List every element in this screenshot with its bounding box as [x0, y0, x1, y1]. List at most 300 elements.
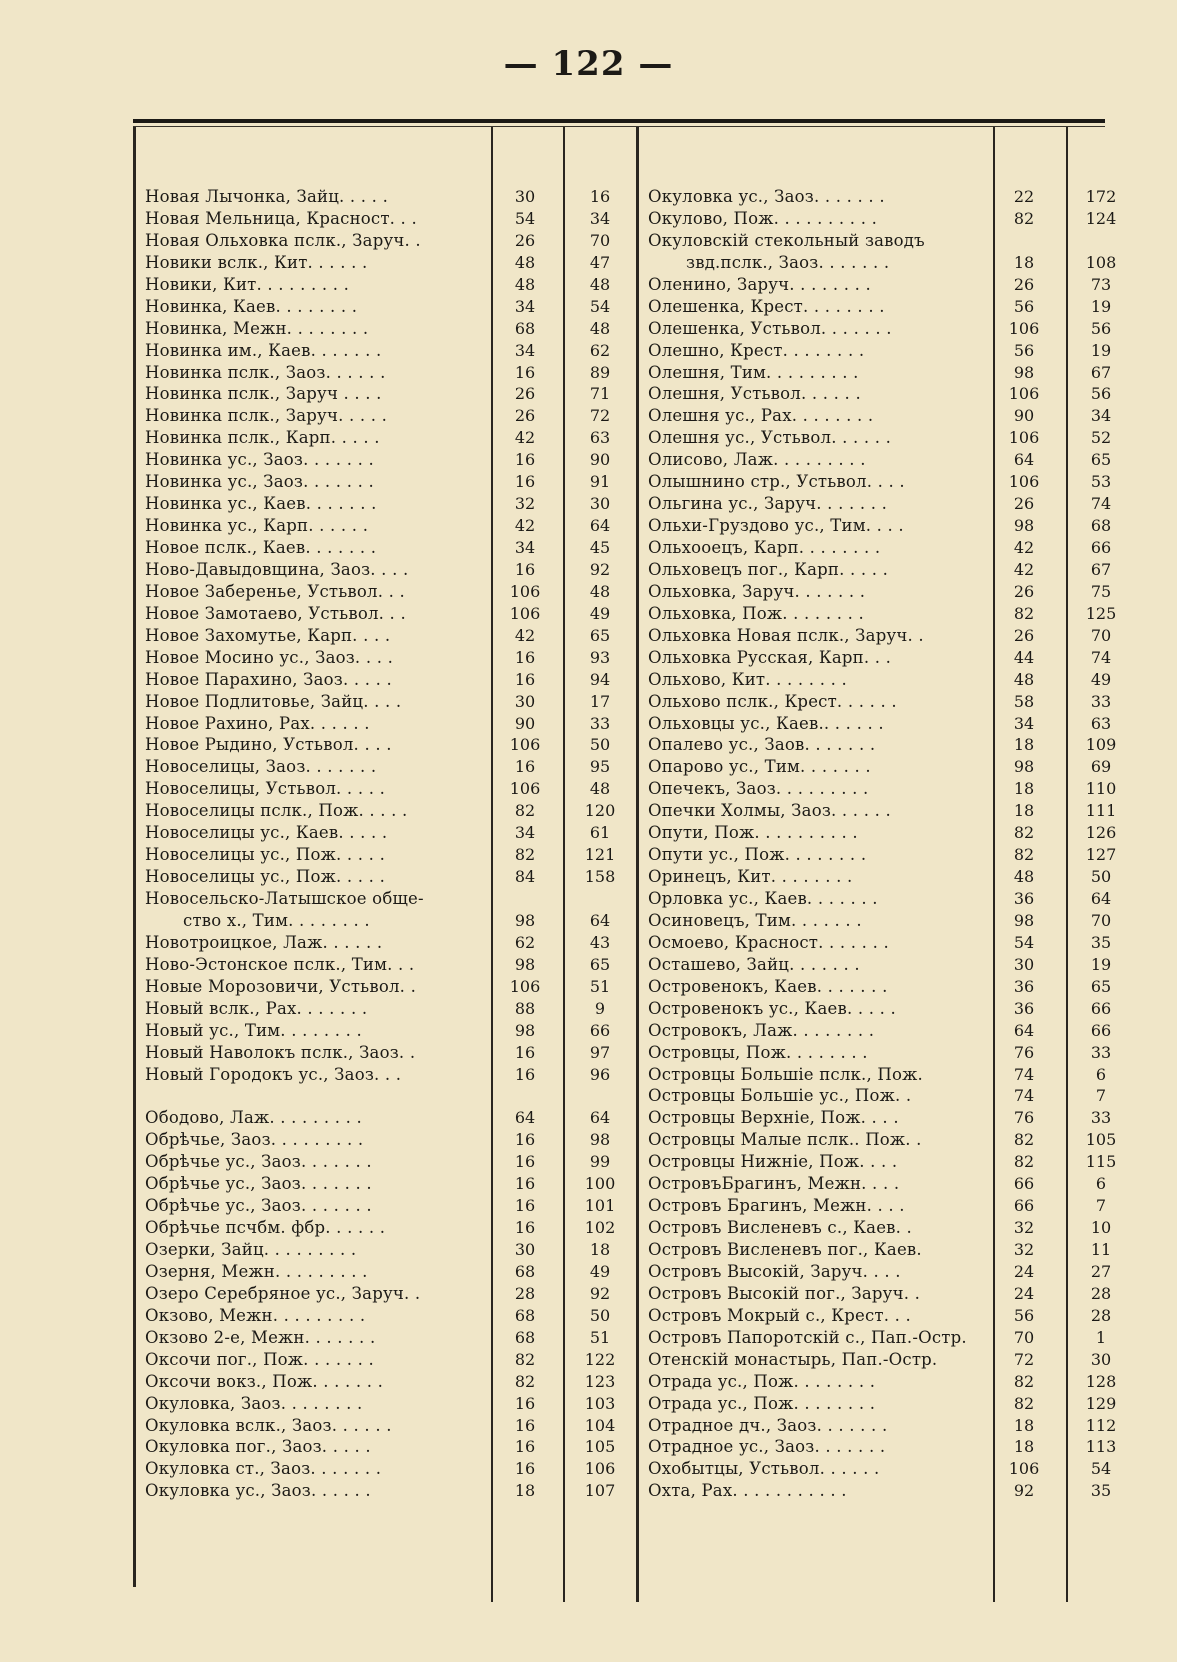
page-ref-1: 34 — [514, 340, 536, 360]
page-ref-2: 45 — [589, 538, 611, 557]
page-ref-2: 127 — [1085, 845, 1117, 865]
place-name: Новое Парахино, Заоз. . . . . — [145, 669, 392, 689]
page-ref-2: 126 — [1085, 823, 1117, 843]
index-row — [145, 559, 635, 581]
index-row — [648, 1239, 1138, 1261]
index-row — [648, 844, 1138, 866]
page-ref-1: 62 — [514, 932, 536, 952]
page-ref-2: 64 — [589, 910, 611, 930]
page-ref-1: 106 — [509, 779, 541, 799]
index-row — [648, 318, 1138, 340]
page-ref-2: 65 — [1090, 976, 1112, 996]
place-name: Олешня ус., Рах. . . . . . . . — [648, 406, 874, 426]
page-ref-1: 90 — [514, 713, 536, 733]
page-ref-2: 73 — [1090, 274, 1112, 294]
page-ref-1: 28 — [514, 1283, 536, 1303]
page-ref-1: 98 — [514, 910, 536, 930]
place-name: Ольховка, Заруч. . . . . . . — [648, 581, 866, 601]
index-row — [145, 691, 635, 713]
page-ref-2: 56 — [1090, 318, 1112, 338]
page-ref-1: 54 — [514, 208, 536, 228]
page-ref-1: 30 — [1013, 954, 1035, 974]
page-ref-1: 74 — [1013, 1064, 1035, 1084]
place-name: Осташево, Зайц. . . . . . . — [648, 954, 860, 974]
index-row — [648, 252, 1138, 274]
page-ref-1: 48 — [514, 252, 536, 272]
place-name: Островенокъ ус., Каев. . . . . — [648, 998, 896, 1018]
place-name: Обрѣчье псчбм. фбр. . . . . . — [145, 1218, 386, 1238]
page-ref-1: 16 — [514, 450, 536, 470]
page-ref-2: 92 — [589, 559, 611, 579]
place-name: Островъ Мокрый с., Крест. . . — [648, 1305, 911, 1325]
place-name: Озеро Серебряное ус., Заруч. . — [145, 1283, 421, 1303]
page-ref-1: 64 — [1013, 1020, 1035, 1040]
place-name: Окуловка ус., Заоз. . . . . . — [145, 1481, 371, 1501]
place-name: Островцы Большіе ус., Пож. . — [648, 1086, 912, 1106]
place-name: Новосельско-Латышское обще- — [145, 889, 424, 908]
page-number: — 122 — — [503, 44, 674, 84]
page-ref-2: 10 — [1090, 1218, 1112, 1238]
page-ref-2: 128 — [1085, 1371, 1117, 1391]
place-name: Островенокъ, Каев. . . . . . . — [648, 976, 888, 996]
index-row — [648, 471, 1138, 493]
page-ref-2: 124 — [1085, 208, 1117, 228]
page-ref-2: 72 — [589, 406, 611, 426]
page-ref-1: 26 — [514, 384, 536, 404]
page-ref-1: 64 — [1013, 450, 1035, 470]
place-name: Новоселицы ус., Пож. . . . . — [145, 867, 386, 887]
page-ref-2: 7 — [1095, 1196, 1107, 1216]
page-ref-1: 82 — [514, 1349, 536, 1369]
index-row — [145, 1085, 635, 1107]
page-ref-2: 48 — [589, 581, 611, 601]
page-ref-1: 92 — [1013, 1481, 1035, 1501]
index-row — [648, 449, 1138, 471]
page-ref-1: 82 — [514, 801, 536, 821]
page-ref-1: 26 — [514, 230, 536, 250]
page-ref-2: 35 — [1090, 1481, 1112, 1501]
index-row — [648, 1151, 1138, 1173]
page-ref-1: 32 — [514, 494, 536, 514]
index-row — [648, 954, 1138, 976]
page-ref-2: 65 — [1090, 450, 1112, 470]
page-ref-2: 90 — [589, 450, 611, 470]
place-name: Опарово ус., Тим. . . . . . . — [648, 757, 871, 777]
page-ref-1: 106 — [1008, 428, 1040, 448]
index-row — [648, 1173, 1138, 1195]
place-name: Ободово, Лаж. . . . . . . . . — [145, 1108, 362, 1128]
index-row — [145, 1371, 635, 1393]
place-name: Новинка ус., Каев. . . . . . . — [145, 494, 377, 514]
index-row — [648, 559, 1138, 581]
index-row — [145, 493, 635, 515]
index-row — [648, 296, 1138, 318]
index-row — [648, 1458, 1138, 1480]
page-ref-1: 16 — [514, 362, 536, 382]
page-ref-2: 63 — [1090, 713, 1112, 733]
page-ref-2: 94 — [589, 669, 611, 689]
page-ref-2: 68 — [1090, 516, 1112, 536]
index-row — [145, 252, 635, 274]
index-row — [648, 778, 1138, 800]
page-ref-2: 34 — [1090, 406, 1112, 426]
index-row — [648, 340, 1138, 362]
index-row — [145, 537, 635, 559]
index-row — [648, 186, 1138, 208]
place-name: Олешня, Устьвол. . . . . . — [648, 384, 861, 404]
page-ref-2: 6 — [1095, 1064, 1107, 1084]
index-row — [145, 1173, 635, 1195]
page-ref-1: 82 — [1013, 1393, 1035, 1413]
place-name: Отрадное ус., Заоз. . . . . . . — [648, 1437, 886, 1457]
place-name: Охобытцы, Устьвол. . . . . . — [648, 1459, 880, 1479]
index-row — [145, 647, 635, 669]
page-ref-2: 65 — [589, 625, 611, 645]
page-ref-2: 97 — [589, 1042, 611, 1062]
index-row — [145, 1151, 635, 1173]
index-row — [648, 362, 1138, 384]
index-row — [648, 888, 1138, 910]
index-row — [145, 778, 635, 800]
place-name: Опалево ус., Заов. . . . . . . — [648, 735, 876, 755]
page-ref-2: 19 — [1090, 954, 1112, 974]
index-row — [648, 1415, 1138, 1437]
index-row — [145, 734, 635, 756]
index-row — [145, 844, 635, 866]
page-ref-2: 89 — [589, 362, 611, 382]
page-ref-1: 30 — [514, 1240, 536, 1259]
index-row — [648, 1283, 1138, 1305]
index-row — [145, 1107, 635, 1129]
page-ref-1: 26 — [1013, 625, 1035, 645]
index-row — [145, 1042, 635, 1064]
index-row — [145, 186, 635, 208]
page-ref-1: 48 — [1013, 669, 1035, 689]
index-row — [145, 405, 635, 427]
place-name: Обрѣчье ус., Заоз. . . . . . . — [145, 1152, 372, 1172]
index-row — [145, 1239, 635, 1261]
index-row — [648, 1129, 1138, 1151]
page-ref-2: 49 — [589, 603, 611, 623]
page-ref-2: 67 — [1090, 362, 1112, 382]
page-ref-1: 56 — [1013, 1305, 1035, 1325]
page-ref-1: 18 — [1013, 779, 1035, 799]
page-ref-2: 30 — [589, 494, 611, 514]
page-ref-2: 115 — [1085, 1152, 1117, 1172]
page-ref-2: 67 — [1090, 559, 1112, 579]
page-ref-2: 28 — [1090, 1283, 1112, 1303]
place-name: Олисово, Лаж. . . . . . . . . — [648, 450, 866, 470]
place-name: Ольховка Новая пслк., Заруч. . — [648, 625, 924, 645]
page-ref-2: 101 — [584, 1196, 616, 1216]
place-name: Новое Рахино, Рах. . . . . . — [145, 713, 370, 733]
place-name: Опути ус., Пож. . . . . . . . — [648, 845, 867, 865]
page-ref-1: 36 — [1013, 889, 1035, 908]
page-ref-1: 106 — [1008, 384, 1040, 404]
page-ref-1: 82 — [1013, 603, 1035, 623]
index-row — [145, 932, 635, 954]
left-border-line — [133, 127, 136, 1587]
place-name: Окзово, Межн. . . . . . . . . — [145, 1305, 366, 1325]
page-ref-1: 76 — [1013, 1042, 1035, 1062]
place-name: Новый ус., Тим. . . . . . . . — [145, 1020, 362, 1040]
page-ref-2: 33 — [1090, 691, 1112, 711]
page-ref-1: 56 — [1013, 340, 1035, 360]
place-name: Ольховка Русская, Карп. . . — [648, 647, 892, 667]
index-row — [648, 669, 1138, 691]
page-ref-2: 50 — [589, 735, 611, 755]
page-ref-1: 42 — [514, 625, 536, 645]
page-ref-2: 51 — [589, 976, 611, 996]
place-name: Окуловка ст., Заоз. . . . . . . — [145, 1459, 382, 1479]
place-name: Оксочи пог., Пож. . . . . . . — [145, 1349, 374, 1369]
index-row — [145, 822, 635, 844]
page-ref-1: 34 — [514, 296, 536, 316]
page-ref-2: 122 — [584, 1349, 616, 1369]
page-ref-1: 106 — [1008, 318, 1040, 338]
page-ref-2: 54 — [589, 296, 611, 316]
place-name: Новинка, Межн. . . . . . . . — [145, 318, 369, 338]
page-ref-1: 32 — [1013, 1240, 1035, 1259]
page-ref-1: 82 — [1013, 1371, 1035, 1391]
page-ref-1: 34 — [514, 538, 536, 557]
page-ref-1: 48 — [514, 274, 536, 294]
index-row — [648, 800, 1138, 822]
page-ref-2: 18 — [589, 1240, 611, 1259]
place-name: Новинка им., Каев. . . . . . . — [145, 340, 382, 360]
place-name: Опечки Холмы, Заоз. . . . . . — [648, 801, 891, 821]
place-name: Отрадное дч., Заоз. . . . . . . — [648, 1415, 888, 1435]
page-ref-1: 18 — [1013, 252, 1035, 272]
place-name: Окуловка ус., Заоз. . . . . . . — [648, 187, 885, 206]
page-ref-1: 76 — [1013, 1108, 1035, 1128]
index-row — [648, 1107, 1138, 1129]
place-name: Опути, Пож. . . . . . . . . . — [648, 823, 858, 843]
place-name: Отенскій монастырь, Пап.-Остр. — [648, 1349, 938, 1369]
page-ref-2: 70 — [1090, 625, 1112, 645]
index-row — [145, 449, 635, 471]
index-row — [648, 1327, 1138, 1349]
page-ref-2: 66 — [1090, 1020, 1112, 1040]
page-ref-1: 106 — [509, 735, 541, 755]
page-ref-2: 158 — [584, 867, 616, 887]
place-name: Новоселицы, Заоз. . . . . . . — [145, 757, 377, 777]
place-name: Ольхово пслк., Крест. . . . . . — [648, 691, 897, 711]
place-name: Новинка пслк., Заоз. . . . . . — [145, 362, 386, 382]
place-name: Новинка пслк., Карп. . . . . — [145, 428, 380, 448]
page-ref-2: 106 — [584, 1459, 616, 1479]
page-ref-1: 82 — [514, 845, 536, 865]
right-index-column — [648, 186, 1138, 1502]
page-ref-1: 32 — [1013, 1218, 1035, 1238]
page-ref-1: 16 — [514, 647, 536, 667]
place-name: Опечекъ, Заоз. . . . . . . . . — [648, 779, 869, 799]
index-row — [648, 1261, 1138, 1283]
place-name: Новинка ус., Заоз. . . . . . . — [145, 450, 374, 470]
page-ref-1: 82 — [1013, 823, 1035, 843]
place-name: Островцы Большіе пслк., Пож. — [648, 1064, 923, 1084]
place-name: Обрѣчье, Заоз. . . . . . . . . — [145, 1130, 364, 1150]
place-name: Новый Наволокъ пслк., Заоз. . — [145, 1042, 416, 1062]
place-name: Обрѣчье ус., Заоз. . . . . . . — [145, 1196, 372, 1216]
place-name: Олышнино стр., Устьвол. . . . — [648, 472, 905, 492]
page-ref-2: 70 — [589, 230, 611, 250]
center-divider-line — [636, 127, 639, 1602]
place-name: Ольхооецъ, Карп. . . . . . . . — [648, 538, 881, 557]
page-ref-2: 43 — [589, 932, 611, 952]
place-name: ОстровъБрагинъ, Межн. . . . — [648, 1174, 900, 1194]
page-ref-1: 98 — [1013, 362, 1035, 382]
place-name: Островъ Высокій пог., Заруч. . — [648, 1283, 921, 1303]
index-row — [648, 1480, 1138, 1502]
page-ref-2: 34 — [589, 208, 611, 228]
place-name: Островокъ, Лаж. . . . . . . . — [648, 1020, 875, 1040]
index-row — [648, 713, 1138, 735]
page-ref-1: 68 — [514, 1327, 536, 1347]
page-ref-2: 99 — [589, 1152, 611, 1172]
place-name: Островцы Малые пслк.. Пож. . — [648, 1130, 922, 1150]
page-ref-2: 17 — [589, 691, 611, 711]
place-name: Новое Замотаево, Устьвол. . . — [145, 603, 406, 623]
page-ref-2: 30 — [1090, 1349, 1112, 1369]
page-ref-1: 16 — [514, 669, 536, 689]
place-name: Новики, Кит. . . . . . . . . — [145, 274, 350, 294]
left-index-column — [145, 186, 635, 1502]
index-row — [145, 427, 635, 449]
page-ref-2: 7 — [1095, 1086, 1107, 1106]
page-ref-2: 95 — [589, 757, 611, 777]
page-ref-1: 24 — [1013, 1283, 1035, 1303]
page-ref-2: 1 — [1095, 1327, 1107, 1347]
index-row — [648, 581, 1138, 603]
place-name: Новики вслк., Кит. . . . . . — [145, 252, 368, 272]
page-ref-2: 54 — [1090, 1459, 1112, 1479]
place-name: Новоселицы ус., Каев. . . . . — [145, 823, 388, 843]
index-row — [145, 1217, 635, 1239]
index-row — [648, 1195, 1138, 1217]
page-ref-2: 53 — [1090, 472, 1112, 492]
page-ref-2: 98 — [589, 1130, 611, 1150]
page-ref-2: 102 — [584, 1218, 616, 1238]
place-name: Новоселицы пслк., Пож. . . . . — [145, 801, 408, 821]
index-row — [648, 1349, 1138, 1371]
page-ref-2: 113 — [1085, 1437, 1117, 1457]
page-ref-2: 125 — [1085, 603, 1117, 623]
place-name: Ольхово, Кит. . . . . . . . — [648, 669, 847, 689]
index-row — [145, 1327, 635, 1349]
index-row — [145, 713, 635, 735]
page-ref-1: 70 — [1013, 1327, 1035, 1347]
page-ref-1: 66 — [1013, 1174, 1035, 1194]
page-ref-2: 50 — [589, 1305, 611, 1325]
place-name: Олешня, Тим. . . . . . . . . — [648, 362, 859, 382]
page-ref-2: 110 — [1085, 779, 1117, 799]
index-row — [145, 362, 635, 384]
index-row — [648, 1085, 1138, 1107]
page-ref-2: 61 — [589, 823, 611, 843]
page-ref-2: 74 — [1090, 647, 1112, 667]
page-ref-1: 88 — [514, 998, 536, 1018]
page-ref-1: 90 — [1013, 406, 1035, 426]
page-ref-1: 82 — [1013, 845, 1035, 865]
place-name: Новое пслк., Каев. . . . . . . — [145, 538, 377, 557]
index-row — [648, 1020, 1138, 1042]
index-row — [145, 1480, 635, 1502]
page-ref-1: 98 — [514, 1020, 536, 1040]
index-row — [648, 383, 1138, 405]
page-ref-1: 106 — [1008, 1459, 1040, 1479]
page-ref-1: 16 — [514, 1393, 536, 1413]
place-name: Орловка ус., Каев. . . . . . . — [648, 889, 878, 908]
page-ref-1: 68 — [514, 1261, 536, 1281]
index-row — [145, 888, 635, 910]
place-name: Олешенка, Устьвол. . . . . . . — [648, 318, 892, 338]
page-ref-2: 109 — [1085, 735, 1117, 755]
place-name: Окзово 2-е, Межн. . . . . . . — [145, 1327, 376, 1347]
page-ref-1: 106 — [1008, 472, 1040, 492]
page-ref-1: 16 — [514, 1130, 536, 1150]
page-ref-2: 108 — [1085, 252, 1117, 272]
page-ref-2: 96 — [589, 1064, 611, 1084]
page-ref-1: 56 — [1013, 296, 1035, 316]
index-row — [648, 866, 1138, 888]
index-row — [145, 1195, 635, 1217]
index-row — [648, 230, 1138, 252]
index-row — [648, 208, 1138, 230]
page-ref-1: 16 — [514, 1196, 536, 1216]
page-ref-2: 19 — [1090, 296, 1112, 316]
page-ref-2: 63 — [589, 428, 611, 448]
place-name: Новоселицы ус., Пож. . . . . — [145, 845, 386, 865]
place-name: Новый Городокъ ус., Заоз. . . — [145, 1064, 402, 1084]
place-name: Новинка ус., Заоз. . . . . . . — [145, 472, 374, 492]
page-ref-1: 16 — [514, 1218, 536, 1238]
index-row — [145, 954, 635, 976]
page-ref-1: 98 — [1013, 910, 1035, 930]
page-ref-1: 42 — [514, 428, 536, 448]
page-ref-1: 72 — [1013, 1349, 1035, 1369]
page-ref-1: 16 — [514, 1459, 536, 1479]
page-ref-2: 121 — [584, 845, 616, 865]
place-name: Новое Захомутье, Карп. . . . — [145, 625, 391, 645]
page-ref-2: 48 — [589, 318, 611, 338]
index-row — [145, 866, 635, 888]
page-ref-2: 33 — [1090, 1042, 1112, 1062]
page-ref-1: 106 — [509, 603, 541, 623]
page-ref-1: 42 — [1013, 559, 1035, 579]
index-row — [145, 383, 635, 405]
place-name: Ново-Давыдовщина, Заоз. . . . — [145, 559, 409, 579]
place-name: Окуловка, Заоз. . . . . . . . — [145, 1393, 363, 1413]
page-ref-1: 98 — [514, 954, 536, 974]
index-row — [145, 669, 635, 691]
page-ref-2: 27 — [1090, 1261, 1112, 1281]
place-name: Новая Лычонка, Зайц. . . . . — [145, 187, 389, 206]
page-ref-2: 66 — [589, 1020, 611, 1040]
index-row — [145, 318, 635, 340]
page-ref-1: 42 — [1013, 538, 1035, 557]
page-ref-1: 68 — [514, 1305, 536, 1325]
page-ref-2: 51 — [589, 1327, 611, 1347]
page-ref-1: 26 — [514, 406, 536, 426]
page-ref-2: 75 — [1090, 581, 1112, 601]
top-rule-thin — [133, 126, 1105, 127]
page-ref-1: 22 — [1013, 187, 1035, 206]
page-ref-2: 52 — [1090, 428, 1112, 448]
page-ref-1: 30 — [514, 691, 536, 711]
page-ref-1: 36 — [1013, 976, 1035, 996]
page-ref-2: 107 — [584, 1481, 616, 1501]
